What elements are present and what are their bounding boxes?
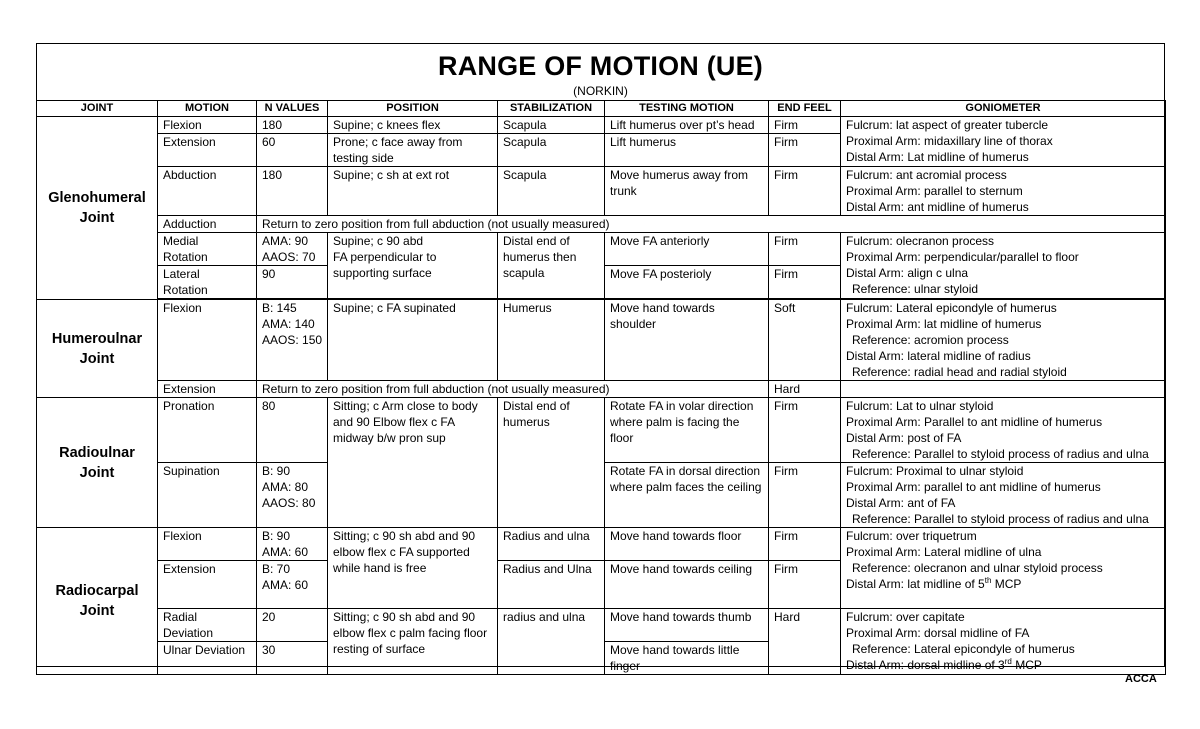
stabilization-cell: Radius and Ulna (498, 561, 605, 609)
header-motion: MOTION (158, 101, 257, 117)
end-feel-cell: Firm (769, 117, 841, 134)
table-row (37, 381, 1166, 398)
end-feel-cell: Firm (769, 561, 841, 609)
table-row (37, 216, 1166, 233)
goniometer-cell: Fulcrum: olecranon process Proximal Arm: perpendicular/parallel to floor Distal Arm: align c ulna Reference: ulnar styloid (841, 233, 1166, 299)
stabilization-cell: Scapula (498, 134, 605, 167)
motion-cell: Abduction (158, 167, 257, 216)
header-n-values: N VALUES (257, 101, 328, 117)
goniometer-cell: Fulcrum: Lat to ulnar styloid Proximal Arm: Parallel to ant midline of humerus Distal Arm: post of FA Reference: Parallel to styloid process of radius and ulna (841, 398, 1166, 463)
table-row (37, 609, 1166, 642)
end-feel-cell: Firm (769, 266, 841, 299)
end-feel-cell: Firm (769, 167, 841, 216)
range-of-motion-table (36, 100, 1166, 675)
note-cell: Return to zero position from full abduction (not usually measured) (257, 381, 769, 398)
header-testing-motion: TESTING MOTION (605, 101, 769, 117)
testing-motion-cell: Move hand towards shoulder (605, 300, 769, 381)
header-joint: JOINT (37, 101, 158, 117)
stabilization-cell: Distal end of humerus (498, 398, 605, 528)
testing-motion-cell: Move FA anteriorly (605, 233, 769, 266)
n-value-cell: 180 (257, 167, 328, 216)
footer-label: ACCA (1125, 673, 1157, 685)
end-feel-cell: Soft (769, 300, 841, 381)
stabilization-cell: Scapula (498, 167, 605, 216)
goniometer-cell: Fulcrum: Lateral epicondyle of humerus Proximal Arm: lat midline of humerus Reference: acromion process Distal Arm: lateral midline of radius Reference: radial head and radial styloid (841, 300, 1166, 381)
position-cell: Supine; c sh at ext rot (328, 167, 498, 216)
motion-cell: Flexion (158, 117, 257, 134)
table-row (37, 300, 1166, 381)
end-feel-cell: Firm (769, 398, 841, 463)
position-cell: Supine; c 90 abd FA perpendicular to supporting surface (328, 233, 498, 299)
n-value-cell: 60 (257, 134, 328, 167)
rom-sheet (36, 43, 1165, 673)
n-value-cell: 180 (257, 117, 328, 134)
motion-cell: Supination (158, 463, 257, 528)
end-feel-cell: Firm (769, 134, 841, 167)
n-value-cell: 20 (257, 609, 328, 642)
testing-motion-cell: Lift humerus (605, 134, 769, 167)
testing-motion-cell: Move FA posterioly (605, 266, 769, 299)
motion-cell: Ulnar Deviation (158, 642, 257, 675)
goniometer-cell: Fulcrum: lat aspect of greater tubercle Proximal Arm: midaxillary line of thorax Distal Arm: Lat midline of humerus (841, 117, 1166, 167)
motion-cell: Radial Deviation (158, 609, 257, 642)
header-stabilization: STABILIZATION (498, 101, 605, 117)
n-value-cell: B: 70 AMA: 60 (257, 561, 328, 609)
table-row (37, 398, 1166, 463)
testing-motion-cell: Move hand towards floor (605, 528, 769, 561)
motion-cell: Medial Rotation (158, 233, 257, 266)
goniometer-cell: Fulcrum: over capitate Proximal Arm: dorsal midline of FA Reference: Lateral epicondyle of humerus Distal Arm: dorsal midline of 3rd MCP (841, 609, 1166, 675)
motion-cell: Flexion (158, 300, 257, 381)
document-subtitle: (NORKIN) (573, 84, 628, 98)
testing-motion-cell: Rotate FA in volar direction where palm is facing the floor (605, 398, 769, 463)
header-position: POSITION (328, 101, 498, 117)
testing-motion-cell: Lift humerus over pt’s head (605, 117, 769, 134)
testing-motion-cell: Rotate FA in dorsal direction where palm faces the ceiling (605, 463, 769, 528)
goniometer-cell: Fulcrum: over triquetrum Proximal Arm: Lateral midline of ulna Reference: olecranon and ulnar styloid process Distal Arm: lat midline of 5th MCP (841, 528, 1166, 609)
note-cell: Return to zero position from full abduction (not usually measured) (257, 216, 1166, 233)
stabilization-cell: Distal end of humerus then scapula (498, 233, 605, 299)
motion-cell: Lateral Rotation (158, 266, 257, 299)
motion-cell: Extension (158, 134, 257, 167)
table-row (37, 167, 1166, 216)
joint-radioulnar: Radioulnar Joint (37, 398, 158, 528)
n-value-cell: AMA: 90 AAOS: 70 (257, 233, 328, 266)
n-value-cell: B: 145 AMA: 140 AAOS: 150 (257, 300, 328, 381)
position-cell: Supine; c knees flex (328, 117, 498, 134)
position-cell: Sitting; c Arm close to body and 90 Elbow flex c FA midway b/w pron sup (328, 398, 498, 528)
testing-motion-cell: Move hand towards thumb (605, 609, 769, 642)
end-feel-cell: Firm (769, 233, 841, 266)
testing-motion-cell: Move hand towards ceiling (605, 561, 769, 609)
joint-humeroulnar: Humeroulnar Joint (37, 300, 158, 398)
document-title: RANGE OF MOTION (UE) (438, 51, 763, 81)
motion-cell: Pronation (158, 398, 257, 463)
n-value-cell: B: 90 AMA: 60 (257, 528, 328, 561)
end-feel-cell (769, 642, 841, 675)
end-feel-cell: Firm (769, 528, 841, 561)
motion-cell: Extension (158, 561, 257, 609)
end-feel-cell: Hard (769, 609, 841, 642)
stabilization-cell: Scapula (498, 117, 605, 134)
header-row (37, 101, 1166, 117)
goniometer-cell: Fulcrum: Proximal to ulnar styloid Proximal Arm: parallel to ant midline of humerus Distal Arm: ant of FA Reference: Parallel to styloid process of radius and ulna (841, 463, 1166, 528)
table-row (37, 117, 1166, 134)
position-cell: Sitting; c 90 sh abd and 90 elbow flex c palm facing floor resting of surface (328, 609, 498, 675)
goniometer-cell: Fulcrum: ant acromial process Proximal Arm: parallel to sternum Distal Arm: ant midline of humerus (841, 167, 1166, 216)
table-row (37, 528, 1166, 561)
header-goniometer: GONIOMETER (841, 101, 1166, 117)
end-feel-cell: Firm (769, 463, 841, 528)
stabilization-cell: radius and ulna (498, 609, 605, 675)
joint-radiocarpal: Radiocarpal Joint (37, 528, 158, 675)
title-block (37, 44, 1164, 100)
position-cell: Supine; c FA supinated (328, 300, 498, 381)
header-end-feel: END FEEL (769, 101, 841, 117)
joint-glenohumeral: Glenohumeral Joint (37, 117, 158, 300)
stabilization-cell: Radius and ulna (498, 528, 605, 561)
goniometer-cell (841, 381, 1166, 398)
motion-cell: Flexion (158, 528, 257, 561)
n-value-cell: B: 90 AMA: 80 AAOS: 80 (257, 463, 328, 528)
end-feel-cell: Hard (769, 381, 841, 398)
position-cell: Prone; c face away from testing side (328, 134, 498, 167)
motion-cell: Extension (158, 381, 257, 398)
testing-motion-cell: Move hand towards little finger (605, 642, 769, 675)
stabilization-cell: Humerus (498, 300, 605, 381)
testing-motion-cell: Move humerus away from trunk (605, 167, 769, 216)
position-cell: Sitting; c 90 sh abd and 90 elbow flex c FA supported while hand is free (328, 528, 498, 609)
n-value-cell: 30 (257, 642, 328, 675)
table-row (37, 233, 1166, 266)
motion-cell: Adduction (158, 216, 257, 233)
n-value-cell: 80 (257, 398, 328, 463)
n-value-cell: 90 (257, 266, 328, 299)
